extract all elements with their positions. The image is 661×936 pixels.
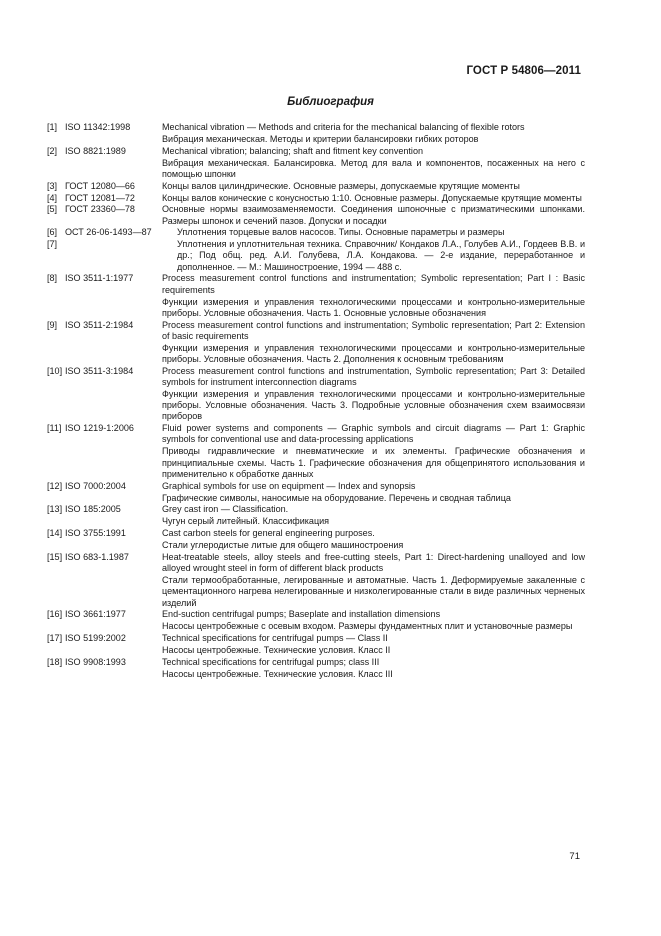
entry-number: [5] (47, 204, 58, 215)
entry-number: [12] (47, 480, 63, 491)
entry-body (162, 552, 585, 609)
entry-body (162, 146, 585, 180)
entry-code: ГОСТ 12080—66 (65, 180, 135, 191)
entry-number: [10] (47, 365, 63, 376)
entry-body (162, 609, 585, 632)
entry-line: Process measurement control functions and instrumentation; Symbolic representation; Part 2: Extension of basic requirements (162, 319, 585, 341)
entry-line: Насосы центробежные. Технические условия. Класс III (162, 669, 393, 679)
entry-line: Стали углеродистые литые для общего машиностроения (162, 540, 404, 551)
entry-line: End-suction centrifugal pumps; Baseplate and installation dimensions (162, 609, 441, 620)
entry-line: Насосы центробежные. Технические условия. Класс II (162, 645, 391, 656)
bibliography-list (47, 122, 585, 681)
entry-line: Mechanical vibration; balancing; shaft and fitment key convention (162, 145, 424, 156)
entry-code: ISO 683-1.1987 (65, 552, 129, 562)
bibliography-entry (47, 204, 585, 226)
entry-number: [4] (47, 192, 58, 203)
entry-line: Концы валов конические с конусностью 1:10. Основные размеры. Допускаемые крутящие моменты (162, 192, 582, 203)
entry-body (162, 193, 585, 204)
bibliography-entry (47, 528, 585, 551)
bibliography-entry (47, 320, 585, 366)
bibliography-entry (47, 181, 585, 192)
entry-code: ГОСТ 23360—78 (65, 204, 135, 215)
entry-code: ISO 3511-2:1984 (65, 319, 134, 330)
bibliography-entry (47, 366, 585, 423)
bibliography-entry (47, 146, 585, 180)
entry-line: Функции измерения и управления технологическими процессами и контрольно-измерительные приборы. Условные обозначения. Часть 1. Основные условные обозначения (162, 296, 585, 318)
entry-code: ISO 3511-1:1977 (65, 273, 134, 284)
entry-line: Функции измерения и управления технологическими процессами и контрольно-измерительные приборы. Условные обозначения. Часть 2. Дополнения к основным требованиям (162, 342, 585, 364)
entry-body (177, 227, 585, 238)
entry-code: ISO 3661:1977 (65, 609, 126, 620)
entry-number: [14] (47, 528, 63, 539)
bibliography-entry (47, 239, 585, 273)
entry-body (162, 633, 585, 656)
bibliography-entry (47, 552, 585, 609)
bibliography-entry (47, 423, 585, 480)
entry-code: ISO 5199:2002 (65, 633, 126, 644)
entry-code: ОСТ 26-06-1493—87 (65, 227, 152, 238)
entry-code: ISO 1219-1:2006 (65, 423, 134, 434)
entry-number: [2] (47, 145, 58, 156)
entry-body (162, 122, 585, 145)
entry-code: ISO 3511-3:1984 (65, 365, 134, 376)
entry-body (162, 481, 585, 504)
entry-line: Fluid power systems and components — Graphic symbols and circuit diagrams — Part 1: Graphic symbols for conventional use and data-processing applications (162, 423, 585, 445)
bibliography-entry (47, 481, 585, 504)
bibliography-entry (47, 504, 585, 527)
entry-line: Концы валов цилиндрические. Основные размеры, допускаемые крутящие моменты (162, 180, 520, 191)
entry-line: Функции измерения и управления технологическими процессами и контрольно-измерительные приборы. Условные обозначения. Часть 3. Подробные условные обозначения схем взаимосвязи приборов (162, 389, 585, 422)
entry-line: Mechanical vibration — Methods and criteria for the mechanical balancing of flexible rotors (162, 122, 525, 132)
entry-code: ISO 3755:1991 (65, 528, 126, 539)
entry-body (162, 320, 585, 366)
bibliography-entry (47, 227, 585, 238)
bibliography-entry (47, 273, 585, 319)
bibliography-entry (47, 122, 585, 145)
entry-body (162, 528, 585, 551)
entry-code: ГОСТ 12081—72 (65, 192, 135, 203)
entry-number: [7] (47, 239, 58, 250)
entry-line: Насосы центробежные с осевым входом. Размеры фундаментных плит и установочные размеры (162, 621, 573, 632)
entry-line: Process measurement control functions and instrumentation; Symbolic representation; Part I : Basic requirements (162, 273, 585, 295)
entry-line: Уплотнения и уплотнительная техника. Справочник/ Кондаков Л.А., Голубев А.И., Гордеев В.В. и др.; Под общ. ред. А.И. Голубева, Л.А. Кондакова. — 2-е издание, переработанное и дополненное. — М.: Машиностроение, 1994 — 488 с. (177, 239, 585, 272)
entry-number: [3] (47, 180, 58, 191)
entry-body (162, 366, 585, 423)
entry-line: Вибрация механическая. Балансировка. Метод для вала и компонентов, посаженных на него с помощью шпонки (162, 157, 585, 179)
entry-line: Вибрация механическая. Методы и критерии балансировки гибких роторов (162, 134, 479, 144)
entry-line: Чугун серый литейный. Классификация (162, 516, 330, 527)
entry-body (162, 657, 585, 680)
entry-code: ISO 7000:2004 (65, 480, 126, 491)
page-number: 71 (569, 851, 580, 862)
entry-body (162, 273, 585, 319)
entry-number: [13] (47, 504, 63, 515)
entry-line: Уплотнения торцевые валов насосов. Типы. Основные параметры и размеры (177, 227, 505, 238)
entry-number: [18] (47, 657, 63, 667)
entry-line: Heat-treatable steels, alloy steels and free-cutting steels, Part 1: Direct-hardening unalloyed and low alloyed wrought steel in form of different black products (162, 552, 585, 574)
entry-line: Technical specifications for centrifugal pumps — Class II (162, 633, 388, 644)
entry-line: Technical specifications for centrifugal pumps; class III (162, 657, 380, 667)
entry-code: ISO 8821:1989 (65, 145, 126, 156)
entry-body (162, 423, 585, 480)
entry-line: Графические символы, наносимые на оборудование. Перечень и сводная таблица (162, 492, 511, 503)
entry-number: [6] (47, 227, 58, 238)
bibliography-entry (47, 193, 585, 204)
entry-body (177, 239, 585, 273)
entry-line: Cast carbon steels for general engineering purposes. (162, 528, 375, 539)
page-title: Библиография (287, 96, 374, 108)
entry-line: Graphical symbols for use on equipment — Index and synopsis (162, 480, 416, 491)
entry-code: ISO 11342:1998 (65, 122, 131, 132)
entry-body (162, 504, 585, 527)
entry-number: [8] (47, 273, 58, 284)
bibliography-entry (47, 633, 585, 656)
entry-line: Стали термообработанные, легированные и автоматные. Часть 1. Деформируемые закаленные с цементационного нагрева нелегированные и низколегированные стали в виде различных черненых изделий (162, 575, 585, 608)
entry-code: ISO 9908:1993 (65, 657, 126, 667)
entry-body (162, 181, 585, 192)
standard-designation: ГОСТ Р 54806—2011 (466, 65, 581, 77)
entry-line: Основные нормы взаимозаменяемости. Соединения шпоночные с призматическими шпонками. Размеры шпонок и сечений пазов. Допуски и посадки (162, 204, 585, 226)
entry-body (162, 204, 585, 226)
entry-number: [1] (47, 122, 58, 132)
entry-number: [17] (47, 633, 63, 644)
bibliography-entry (47, 609, 585, 632)
entry-number: [11] (47, 423, 62, 434)
entry-line: Process measurement control functions and instrumentation, Symbolic representation; Part 3: Detailed symbols for instrument interconnection diagrams (162, 365, 585, 387)
entry-code: ISO 185:2005 (65, 504, 121, 515)
entry-line: Приводы гидравлические и пневматические и их элементы. Графические обозначения и принципиальные схемы. Часть 1. Графические обозначения для общепринятого использования и применительно к обработке данных (162, 446, 585, 479)
entry-number: [15] (47, 552, 63, 562)
entry-number: [16] (47, 609, 63, 620)
entry-line: Grey cast iron — Classification. (162, 504, 289, 515)
entry-number: [9] (47, 319, 58, 330)
bibliography-entry (47, 657, 585, 680)
